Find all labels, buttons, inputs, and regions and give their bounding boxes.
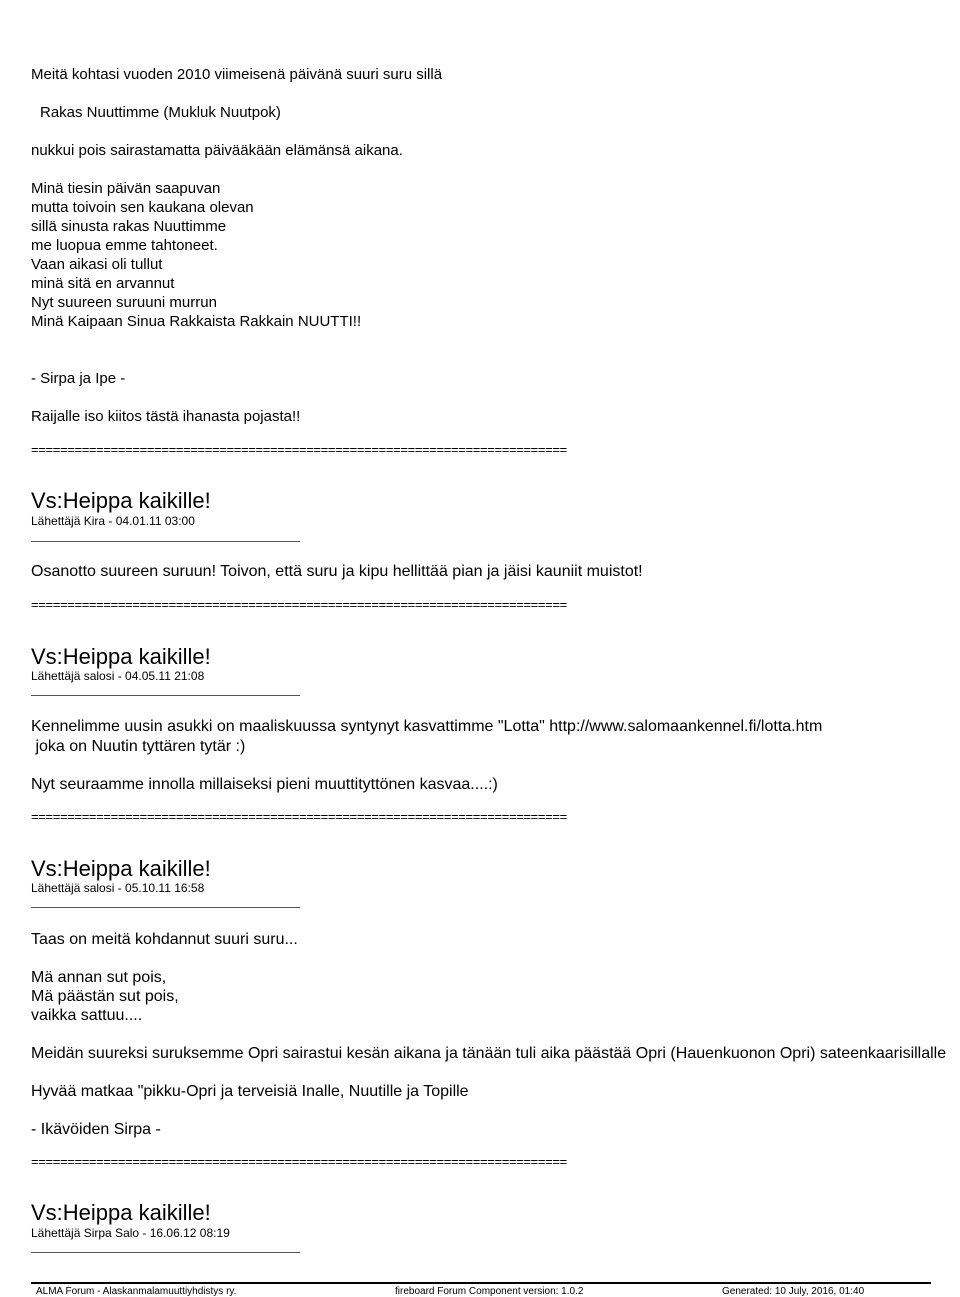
post-body-line: Osanotto suureen suruun! Toivon, että suru ja kipu hellittää pian ja jäisi kauniit muistot! — [31, 563, 643, 580]
post-byline: Lähettäjä salosi - 05.10.11 16:58 — [31, 881, 205, 895]
post-body-line: Taas on meitä kohdannut suuri suru... — [31, 931, 298, 948]
post-body-line: Kennelimme uusin asukki on maaliskuussa syntynyt kasvattimme "Lotta" http://www.salomaankennel.fi/lotta.htm — [31, 718, 823, 735]
footer-site: ALMA Forum - Alaskanmalamuuttiyhdistys ry. — [36, 1286, 237, 1297]
footer-version: fireboard Forum Component version: 1.0.2 — [395, 1286, 584, 1297]
intro-signature: - Sirpa ja Ipe - — [31, 370, 126, 387]
poem-line: minä sitä en arvannut — [31, 275, 175, 292]
post-body-line: Mä annan sut pois, — [31, 969, 167, 986]
post-body-line: Mä päästän sut pois, — [31, 988, 179, 1005]
poem-line: sillä sinusta rakas Nuuttimme — [31, 218, 227, 235]
poem-line: Vaan aikasi oli tullut — [31, 256, 163, 273]
separator: ========================================================================== — [31, 1154, 567, 1169]
post-byline: Lähettäjä Sirpa Salo - 16.06.12 08:19 — [31, 1226, 230, 1240]
footer-generated: Generated: 10 July, 2016, 01:40 — [722, 1286, 865, 1297]
poem-line: me luopua emme tahtoneet. — [31, 237, 218, 254]
post-body-line: - Ikävöiden Sirpa - — [31, 1121, 161, 1138]
post-body-line: vaikka sattuu.... — [31, 1007, 143, 1024]
byline-rule — [31, 1252, 300, 1253]
post-title: Vs:Heippa kaikille! — [31, 644, 211, 669]
post-title: Vs:Heippa kaikille! — [31, 488, 211, 513]
separator: ========================================================================== — [31, 809, 567, 824]
poem-line: mutta toivoin sen kaukana olevan — [31, 199, 254, 216]
intro-line: nukkui pois sairastamatta päivääkään elämänsä aikana. — [31, 142, 403, 159]
post-byline: Lähettäjä salosi - 04.05.11 21:08 — [31, 669, 205, 683]
post-body-line: Nyt seuraamme innolla millaiseksi pieni muuttityttönen kasvaa....:) — [31, 776, 498, 793]
byline-rule — [31, 907, 300, 908]
post-body-line: Hyvää matkaa "pikku-Opri ja terveisiä Inalle, Nuutille ja Topille — [31, 1083, 469, 1100]
byline-rule — [31, 695, 300, 696]
post-body-line: joka on Nuutin tyttären tytär :) — [31, 738, 246, 755]
post-title: Vs:Heippa kaikille! — [31, 1200, 211, 1225]
post-title: Vs:Heippa kaikille! — [31, 856, 211, 881]
intro-line: Meitä kohtasi vuoden 2010 viimeisenä päivänä suuri suru sillä — [31, 66, 443, 83]
poem-line: Minä tiesin päivän saapuvan — [31, 180, 221, 197]
intro-thanks: Raijalle iso kiitos tästä ihanasta pojasta!! — [31, 408, 301, 425]
byline-rule — [31, 541, 300, 542]
post-byline: Lähettäjä Kira - 04.01.11 03:00 — [31, 514, 195, 528]
intro-line: Rakas Nuuttimme (Mukluk Nuutpok) — [40, 104, 281, 121]
poem-line: Nyt suureen suruuni murrun — [31, 294, 217, 311]
poem-line: Minä Kaipaan Sinua Rakkaista Rakkain NUUTTI!! — [31, 313, 362, 330]
footer-rule — [31, 1282, 931, 1284]
separator: ========================================================================== — [31, 442, 567, 457]
post-body-line: Meidän suureksi suruksemme Opri sairastui kesän aikana ja tänään tuli aika päästää Opri (Hauenkuonon Opri) sateenkaarisillalle — [31, 1045, 947, 1062]
separator: ========================================================================== — [31, 597, 567, 612]
